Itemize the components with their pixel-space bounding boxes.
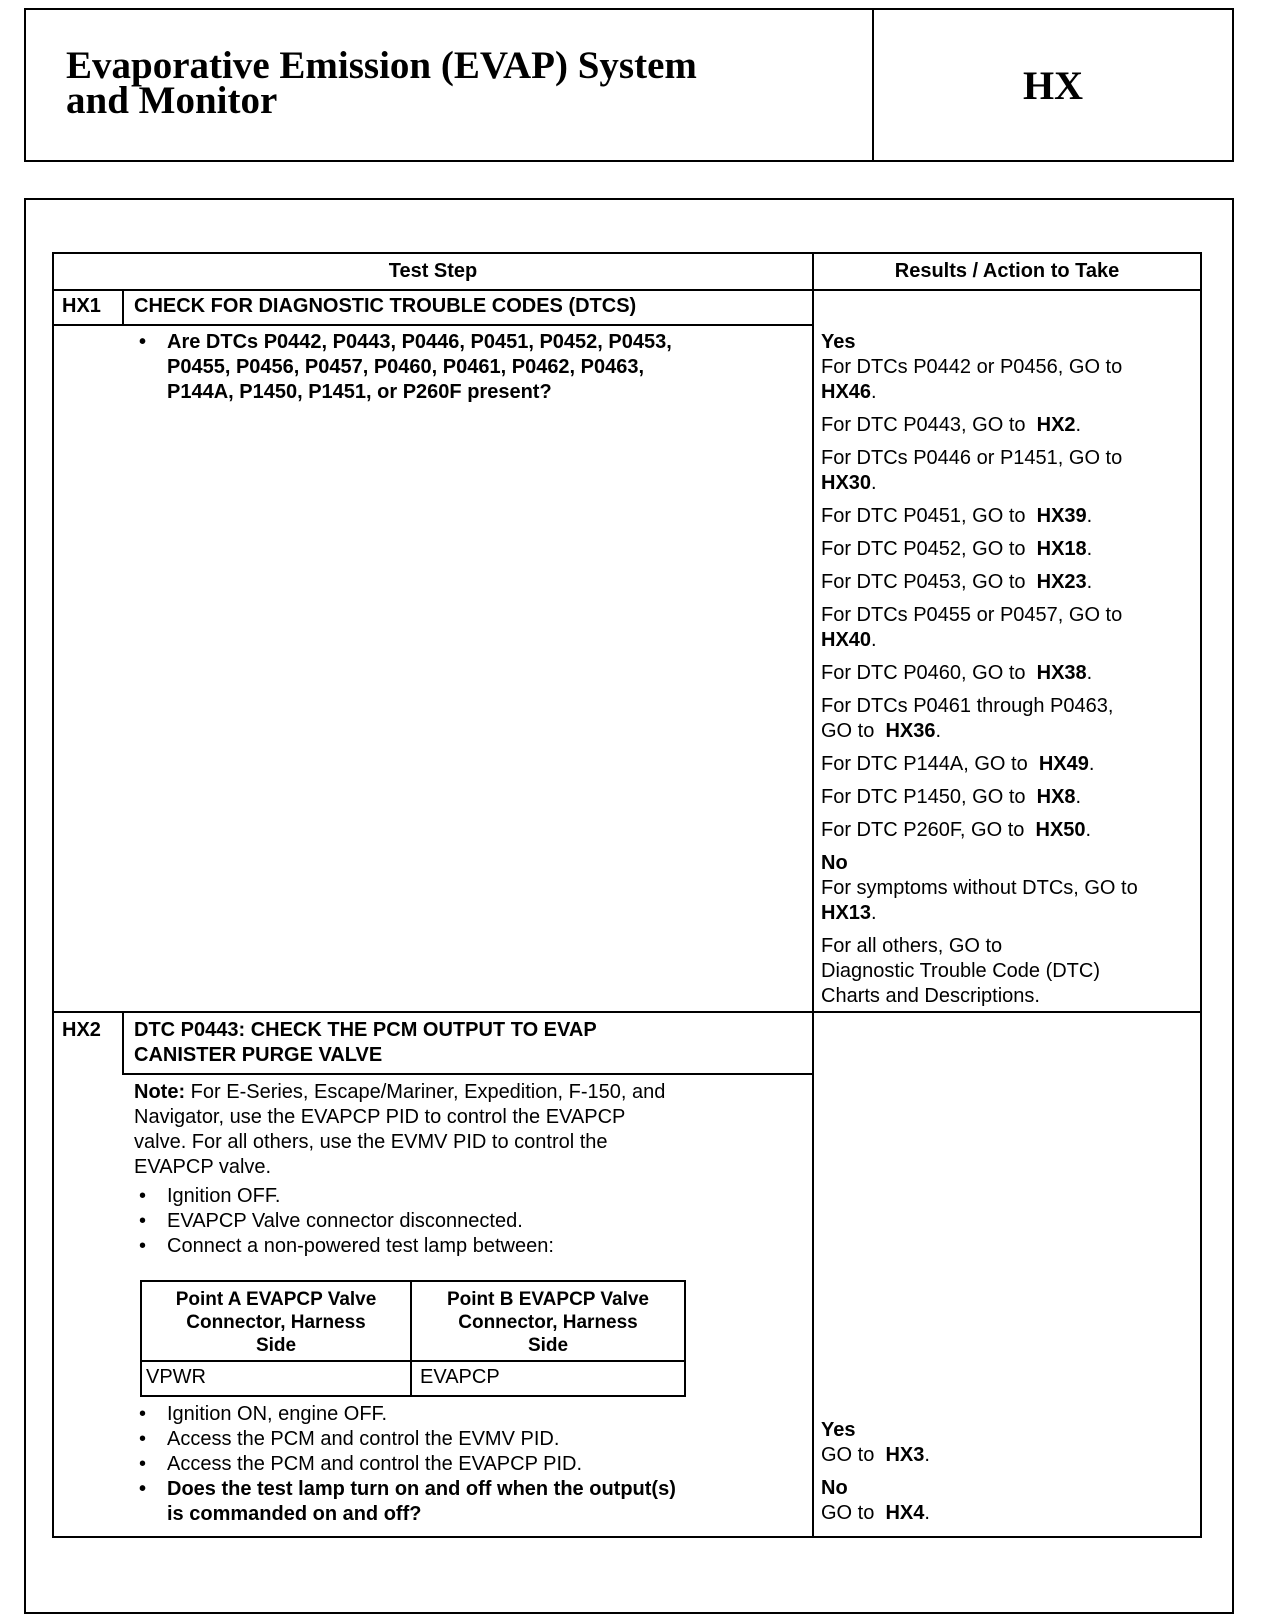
result-item[interactable]: GO to HX4. bbox=[821, 1502, 930, 1524]
subtable-value-point-a: VPWR bbox=[146, 1366, 206, 1388]
hx2-note: Note: For E-Series, Escape/Mariner, Expedition, F-150, and Navigator, use the EVAPCP PID to control the EVAPCP valve. For all others, use the EVMV PID to control the EVAPCP valve. bbox=[134, 1081, 666, 1178]
section-title-line-2: and Monitor bbox=[66, 79, 278, 122]
hx2-bullets-b bbox=[133, 1402, 803, 1527]
result-item[interactable]: For DTC P1450, GO to HX8. bbox=[821, 786, 1082, 808]
column-divider bbox=[812, 252, 814, 1538]
result-item[interactable]: For DTC P0451, GO to HX39. bbox=[821, 505, 1093, 527]
step-title-hx2: DTC P0443: CHECK THE PCM OUTPUT TO EVAP CANISTER PURGE VALVE bbox=[134, 1019, 597, 1066]
column-header-results: Results / Action to Take bbox=[894, 260, 1120, 282]
hx1-question: • Are DTCs P0442, P0443, P0446, P0451, P0452, P0453, P0455, P0456, P0457, P0460, P0461, P0462, P0463, P144A, P1450, P1451, or P260F present? bbox=[133, 330, 837, 405]
hx2-results bbox=[821, 1418, 1201, 1526]
result-item[interactable]: For DTC P0460, GO to HX38. bbox=[821, 662, 1093, 684]
bullet-item: • Ignition ON, engine OFF. bbox=[133, 1402, 803, 1427]
column-header-test-step: Test Step bbox=[388, 260, 478, 282]
bullet-item: • Access the PCM and control the EVMV PID. bbox=[133, 1427, 803, 1452]
result-item[interactable]: For DTC P0452, GO to HX18. bbox=[821, 538, 1093, 560]
subtable-value-point-b: EVAPCP bbox=[420, 1366, 500, 1388]
section-code: HX bbox=[1023, 62, 1083, 108]
result-item[interactable]: For DTCs P0446 or P1451, GO to HX30. bbox=[821, 447, 1123, 494]
hx2-id-divider bbox=[122, 1011, 124, 1074]
header-row-divider bbox=[52, 289, 1202, 291]
result-item-others[interactable]: For all others, GO to Diagnostic Trouble Code (DTC) Charts and Descriptions. bbox=[821, 935, 1100, 1007]
no-label: No bbox=[821, 852, 848, 874]
result-item[interactable]: For DTC P144A, GO to HX49. bbox=[821, 753, 1095, 775]
subtable-header-point-b: Point B EVAPCP Valve Connector, Harness Side bbox=[446, 1289, 650, 1356]
bullet-item: • Connect a non-powered test lamp between: bbox=[133, 1234, 803, 1259]
document-header bbox=[24, 8, 1234, 162]
bullet-item: • Ignition OFF. bbox=[133, 1184, 803, 1209]
yes-label: Yes bbox=[821, 1419, 856, 1441]
step-id-hx1: HX1 bbox=[62, 295, 101, 317]
result-item[interactable]: GO to HX3. bbox=[821, 1444, 930, 1466]
bullet-item: • EVAPCP Valve connector disconnected. bbox=[133, 1209, 803, 1234]
no-label: No bbox=[821, 1477, 848, 1499]
result-item[interactable]: For DTCs P0442 or P0456, GO to HX46. bbox=[821, 356, 1123, 403]
result-item[interactable]: For symptoms without DTCs, GO to HX13. bbox=[821, 877, 1138, 924]
result-item[interactable]: For DTCs P0461 through P0463, GO to HX36. bbox=[821, 695, 1114, 742]
hx1-title-divider bbox=[52, 324, 812, 326]
step-title-hx1: CHECK FOR DIAGNOSTIC TROUBLE CODES (DTCS) bbox=[134, 295, 637, 317]
result-item[interactable]: For DTC P260F, GO to HX50. bbox=[821, 819, 1092, 841]
hx2-question: • Does the test lamp turn on and off when the output(s) is commanded on and off? bbox=[133, 1477, 803, 1527]
result-item[interactable]: For DTC P0453, GO to HX23. bbox=[821, 571, 1093, 593]
bullet-item: • Access the PCM and control the EVAPCP PID. bbox=[133, 1452, 803, 1477]
hx2-row-divider bbox=[52, 1011, 1202, 1013]
hx1-id-divider bbox=[122, 289, 124, 325]
test-lamp-connection-table bbox=[140, 1280, 686, 1397]
hx1-results bbox=[821, 330, 1201, 1009]
hx2-title-divider bbox=[122, 1073, 812, 1075]
subtable-header-point-a: Point A EVAPCP Valve Connector, Harness Side bbox=[175, 1289, 377, 1356]
section-title bbox=[26, 10, 874, 160]
result-item[interactable]: For DTCs P0455 or P0457, GO to HX40. bbox=[821, 604, 1123, 651]
result-item[interactable]: For DTC P0443, GO to HX2. bbox=[821, 414, 1082, 436]
step-id-hx2: HX2 bbox=[62, 1019, 101, 1041]
section-title-line-1: Evaporative Emission (EVAP) System bbox=[66, 44, 697, 87]
hx2-bullets-a bbox=[133, 1184, 803, 1259]
yes-label: Yes bbox=[821, 331, 856, 353]
